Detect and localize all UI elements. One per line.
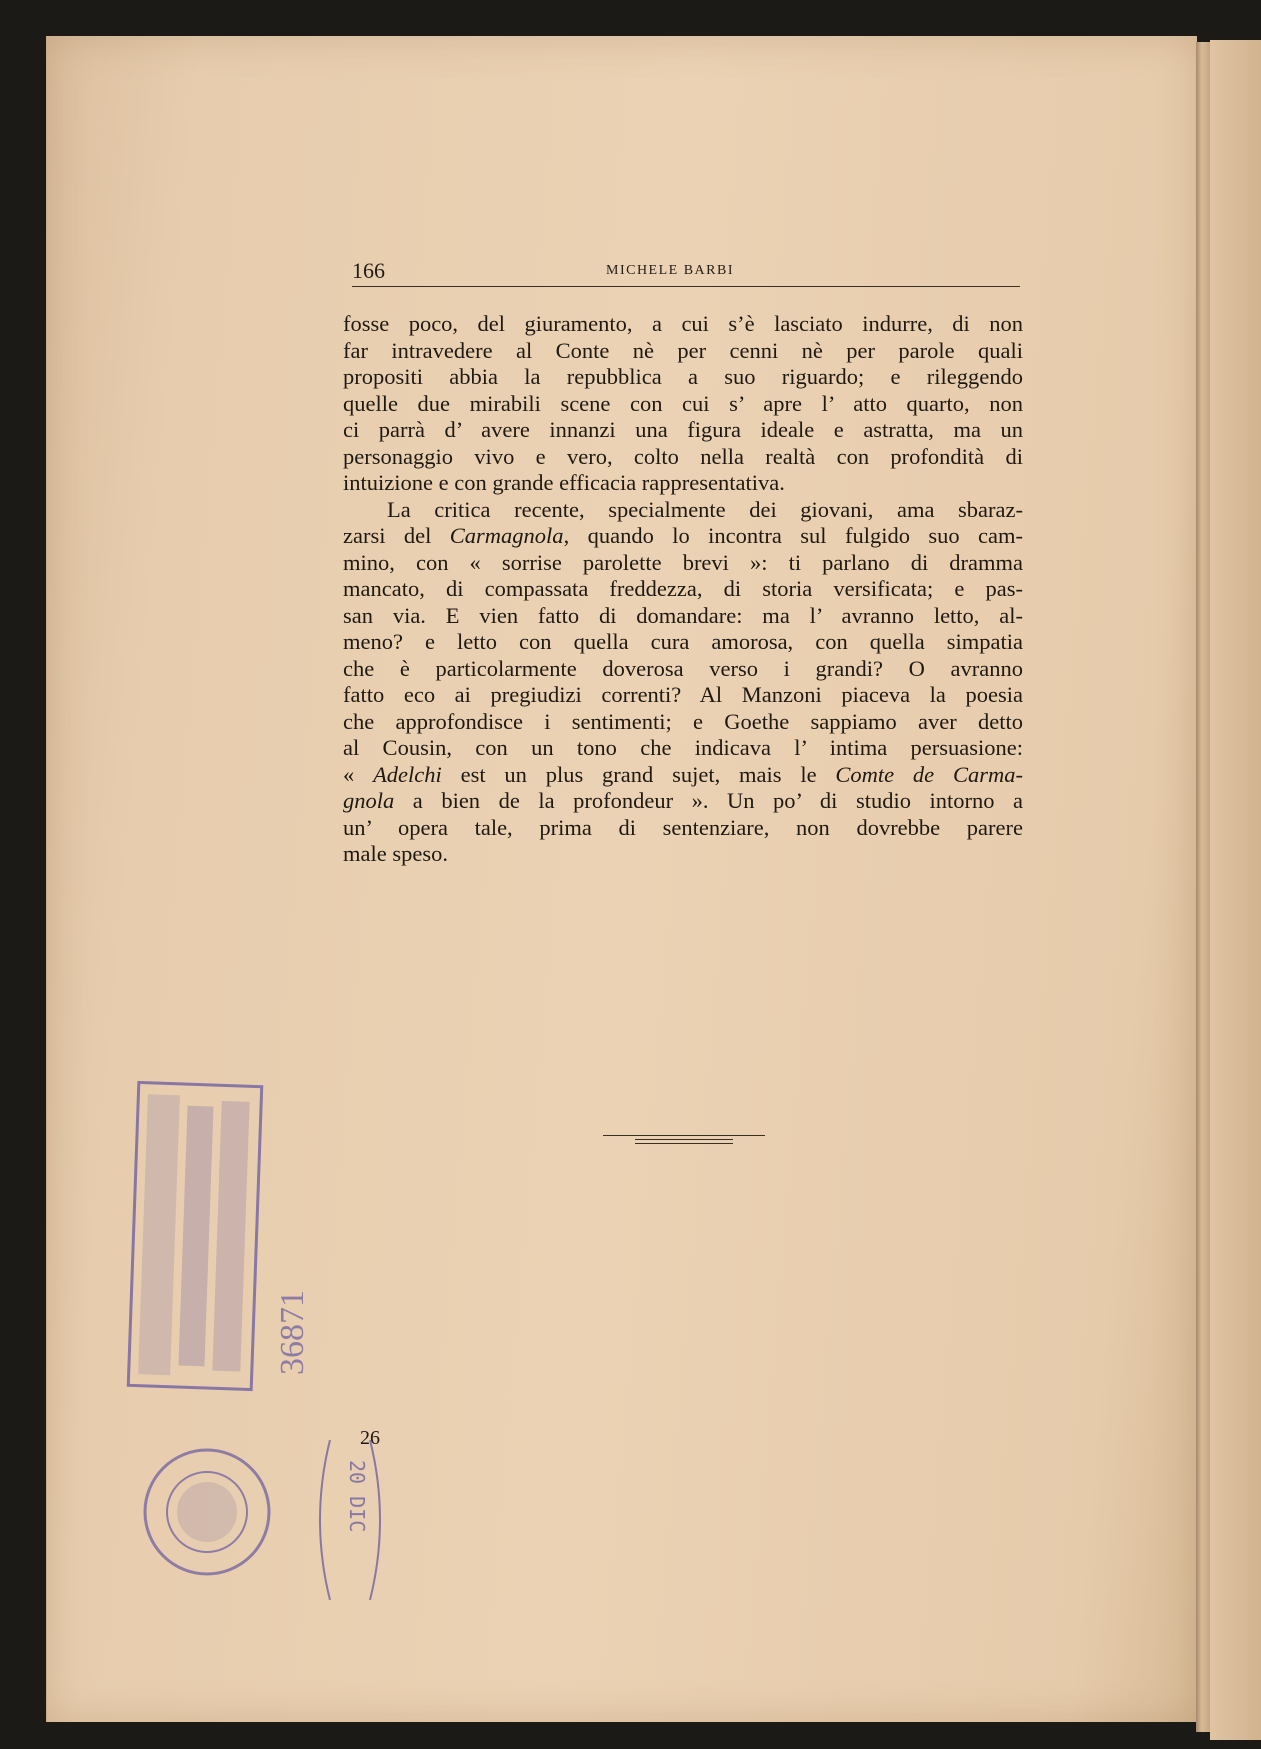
text-segment: mino, con « sorrise parolette brevi »: ti parlano di dramma [343, 549, 1023, 575]
text-segment: zarsi del [343, 523, 450, 548]
text-segment: far intravedere al Conte nè per cenni nè per parole quali [343, 337, 1023, 363]
text-line [343, 311, 1023, 338]
text-segment: fosse poco, del giuramento, a cui s’è lasciato indurre, di non [343, 311, 1023, 336]
running-head [352, 258, 1020, 287]
text-segment: est un plus grand sujet, mais le [441, 761, 836, 787]
text-line [343, 656, 1023, 683]
text-line [343, 364, 1023, 391]
text-segment: La critica recente, specialmente dei giovani, ama sbaraz- [387, 496, 1023, 522]
text-line [343, 709, 1023, 736]
text-line [343, 523, 1023, 550]
signature-mark: 26 [360, 1427, 380, 1449]
text-line [343, 417, 1023, 444]
text-segment: ci parrà d’ avere innanzi una figura ideale e astratta, ma un [343, 417, 1023, 442]
italic-title: Adelchi [373, 761, 442, 787]
text-segment: intuizione e con grande efficacia rappresentativa. [343, 470, 785, 495]
italic-title: Comte de Carma- [835, 761, 1023, 787]
text-line [343, 841, 1023, 868]
text-segment: male speso. [343, 841, 448, 866]
date-stamp [300, 1430, 400, 1610]
text-line [343, 497, 1023, 524]
date-stamp-text: 20 DIC [345, 1460, 369, 1533]
text-line [343, 788, 1023, 815]
text-segment: meno? e letto con quella cura amorosa, con quella simpatia [343, 629, 1023, 654]
page-number: 166 [352, 258, 385, 283]
italic-title: gnola [343, 788, 395, 813]
library-stamp-graphic [130, 1084, 260, 1388]
text-segment: un’ opera tale, prima di sentenziare, non dovrebbe parere [343, 814, 1023, 840]
text-line [343, 391, 1023, 418]
inventory-number-text: 36871 [274, 1290, 311, 1375]
text-line [343, 762, 1023, 789]
text-segment: « [343, 761, 374, 787]
text-line [343, 444, 1023, 471]
page-gutter [1196, 42, 1210, 1732]
inventory-number [258, 1270, 328, 1410]
text-segment: personaggio vivo e vero, colto nella realtà con profondità di [343, 443, 1023, 469]
text-line [343, 470, 1023, 497]
text-line [343, 338, 1023, 365]
text-segment: quelle due mirabili scene con cui s’ apre l’ atto quarto, non [343, 390, 1023, 416]
text-segment: propositi abbia la repubblica a suo riguardo; e rileggendo [343, 364, 1023, 389]
library-stamp [127, 1081, 264, 1391]
text-segment: al Cousin, con un tono che indicava l’ intima persuasione: [343, 735, 1023, 760]
text-segment: che approfondisce i sentimenti; e Goethe sappiamo aver detto [343, 708, 1023, 734]
text-line [343, 550, 1023, 577]
text-line [343, 735, 1023, 762]
italic-title: Carmagnola [449, 523, 564, 548]
section-ornament [603, 1135, 765, 1147]
text-line [343, 629, 1023, 656]
body-text [343, 311, 1023, 868]
text-line [343, 815, 1023, 842]
text-segment: fatto eco ai pregiudizi correnti? Al Manzoni piaceva la poesia [343, 682, 1023, 707]
text-line [343, 576, 1023, 603]
text-segment: , quando lo incontra sul fulgido suo cam- [563, 523, 1023, 548]
running-title: MICHELE BARBI [606, 263, 734, 278]
circular-seal-stamp [135, 1440, 280, 1585]
text-line [343, 682, 1023, 709]
next-page-edge [1210, 40, 1261, 1740]
text-line [343, 603, 1023, 630]
text-segment: san via. E vien fatto di domandare: ma l’ avranno letto, al- [343, 602, 1023, 628]
text-segment: mancato, di compassata freddezza, di storia versificata; e pas- [343, 576, 1023, 601]
text-segment: che è particolarmente doverosa verso i grandi? O avranno [343, 655, 1023, 681]
text-segment: a bien de la profondeur ». Un po’ di studio intorno a [394, 788, 1023, 813]
